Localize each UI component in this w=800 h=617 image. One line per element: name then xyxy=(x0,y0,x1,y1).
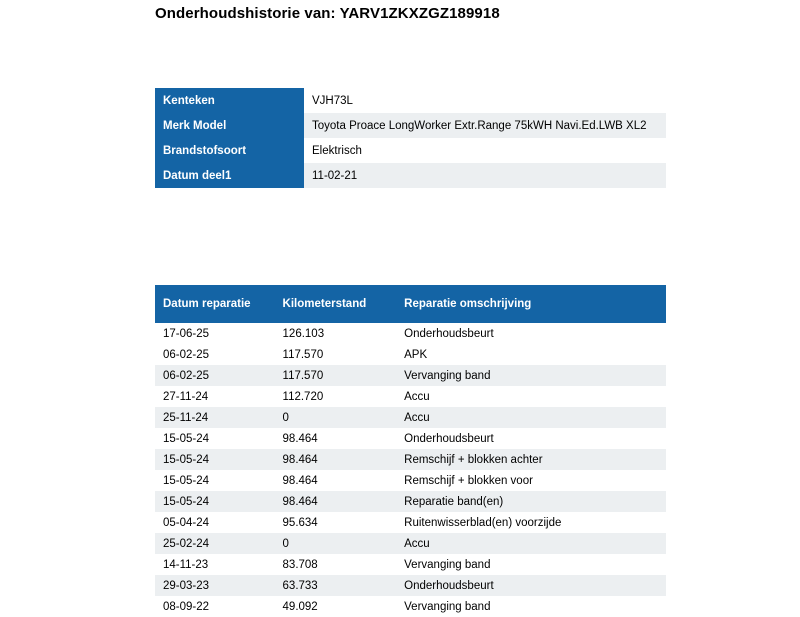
table-row xyxy=(155,407,666,428)
cell-description: Reparatie band(en) xyxy=(396,491,666,512)
vehicle-info-label: Brandstofsoort xyxy=(155,138,304,163)
cell-mileage: 0 xyxy=(275,533,397,554)
cell-description: Accu xyxy=(396,533,666,554)
cell-mileage: 49.092 xyxy=(275,596,397,617)
cell-description: Remschijf + blokken achter xyxy=(396,449,666,470)
cell-mileage: 98.464 xyxy=(275,491,397,512)
cell-description: APK xyxy=(396,344,666,365)
cell-description: Onderhoudsbeurt xyxy=(396,575,666,596)
vehicle-info-value: 11-02-21 xyxy=(304,163,666,188)
column-header-mileage: Kilometerstand xyxy=(275,285,397,323)
vehicle-info-label: Merk Model xyxy=(155,113,304,138)
cell-mileage: 98.464 xyxy=(275,449,397,470)
table-row xyxy=(155,554,666,575)
vehicle-info-label: Kenteken xyxy=(155,88,304,113)
table-row xyxy=(155,596,666,617)
table-row xyxy=(155,344,666,365)
table-row xyxy=(155,88,666,113)
cell-description: Vervanging band xyxy=(396,596,666,617)
table-row xyxy=(155,113,666,138)
cell-description: Remschijf + blokken voor xyxy=(396,470,666,491)
cell-mileage: 126.103 xyxy=(275,323,397,344)
cell-description: Accu xyxy=(396,407,666,428)
cell-date: 25-11-24 xyxy=(155,407,275,428)
repair-history-body xyxy=(155,323,666,617)
cell-description: Vervanging band xyxy=(396,554,666,575)
page-title: Onderhoudshistorie van: YARV1ZKXZGZ189918 xyxy=(155,5,500,22)
cell-mileage: 83.708 xyxy=(275,554,397,575)
cell-date: 15-05-24 xyxy=(155,449,275,470)
cell-description: Accu xyxy=(396,386,666,407)
vehicle-info-label: Datum deel1 xyxy=(155,163,304,188)
cell-date: 06-02-25 xyxy=(155,344,275,365)
vehicle-info-value: Toyota Proace LongWorker Extr.Range 75kWH Navi.Ed.LWB XL2 xyxy=(304,113,666,138)
column-header-date: Datum reparatie xyxy=(155,285,275,323)
repair-history-head xyxy=(155,285,666,323)
cell-mileage: 117.570 xyxy=(275,344,397,365)
column-header-description: Reparatie omschrijving xyxy=(396,285,666,323)
table-header-row xyxy=(155,285,666,323)
table-row xyxy=(155,449,666,470)
table-row xyxy=(155,512,666,533)
cell-description: Onderhoudsbeurt xyxy=(396,428,666,449)
table-row xyxy=(155,575,666,596)
cell-mileage: 98.464 xyxy=(275,470,397,491)
cell-mileage: 117.570 xyxy=(275,365,397,386)
vehicle-info-value: VJH73L xyxy=(304,88,666,113)
table-row xyxy=(155,138,666,163)
table-row xyxy=(155,323,666,344)
table-row xyxy=(155,470,666,491)
table-row xyxy=(155,386,666,407)
repair-history-table xyxy=(155,285,666,617)
cell-mileage: 112.720 xyxy=(275,386,397,407)
cell-date: 29-03-23 xyxy=(155,575,275,596)
cell-date: 17-06-25 xyxy=(155,323,275,344)
cell-date: 05-04-24 xyxy=(155,512,275,533)
table-row xyxy=(155,533,666,554)
cell-mileage: 63.733 xyxy=(275,575,397,596)
table-row xyxy=(155,428,666,449)
table-row xyxy=(155,163,666,188)
table-row xyxy=(155,365,666,386)
table-row xyxy=(155,491,666,512)
vehicle-info-table xyxy=(155,88,666,188)
cell-date: 15-05-24 xyxy=(155,428,275,449)
cell-description: Vervanging band xyxy=(396,365,666,386)
cell-date: 06-02-25 xyxy=(155,365,275,386)
cell-mileage: 95.634 xyxy=(275,512,397,533)
cell-date: 08-09-22 xyxy=(155,596,275,617)
cell-date: 25-02-24 xyxy=(155,533,275,554)
cell-mileage: 98.464 xyxy=(275,428,397,449)
cell-description: Ruitenwisserblad(en) voorzijde xyxy=(396,512,666,533)
cell-date: 14-11-23 xyxy=(155,554,275,575)
cell-mileage: 0 xyxy=(275,407,397,428)
cell-date: 27-11-24 xyxy=(155,386,275,407)
vehicle-info-body xyxy=(155,88,666,188)
vehicle-info-value: Elektrisch xyxy=(304,138,666,163)
cell-date: 15-05-24 xyxy=(155,491,275,512)
cell-description: Onderhoudsbeurt xyxy=(396,323,666,344)
cell-date: 15-05-24 xyxy=(155,470,275,491)
